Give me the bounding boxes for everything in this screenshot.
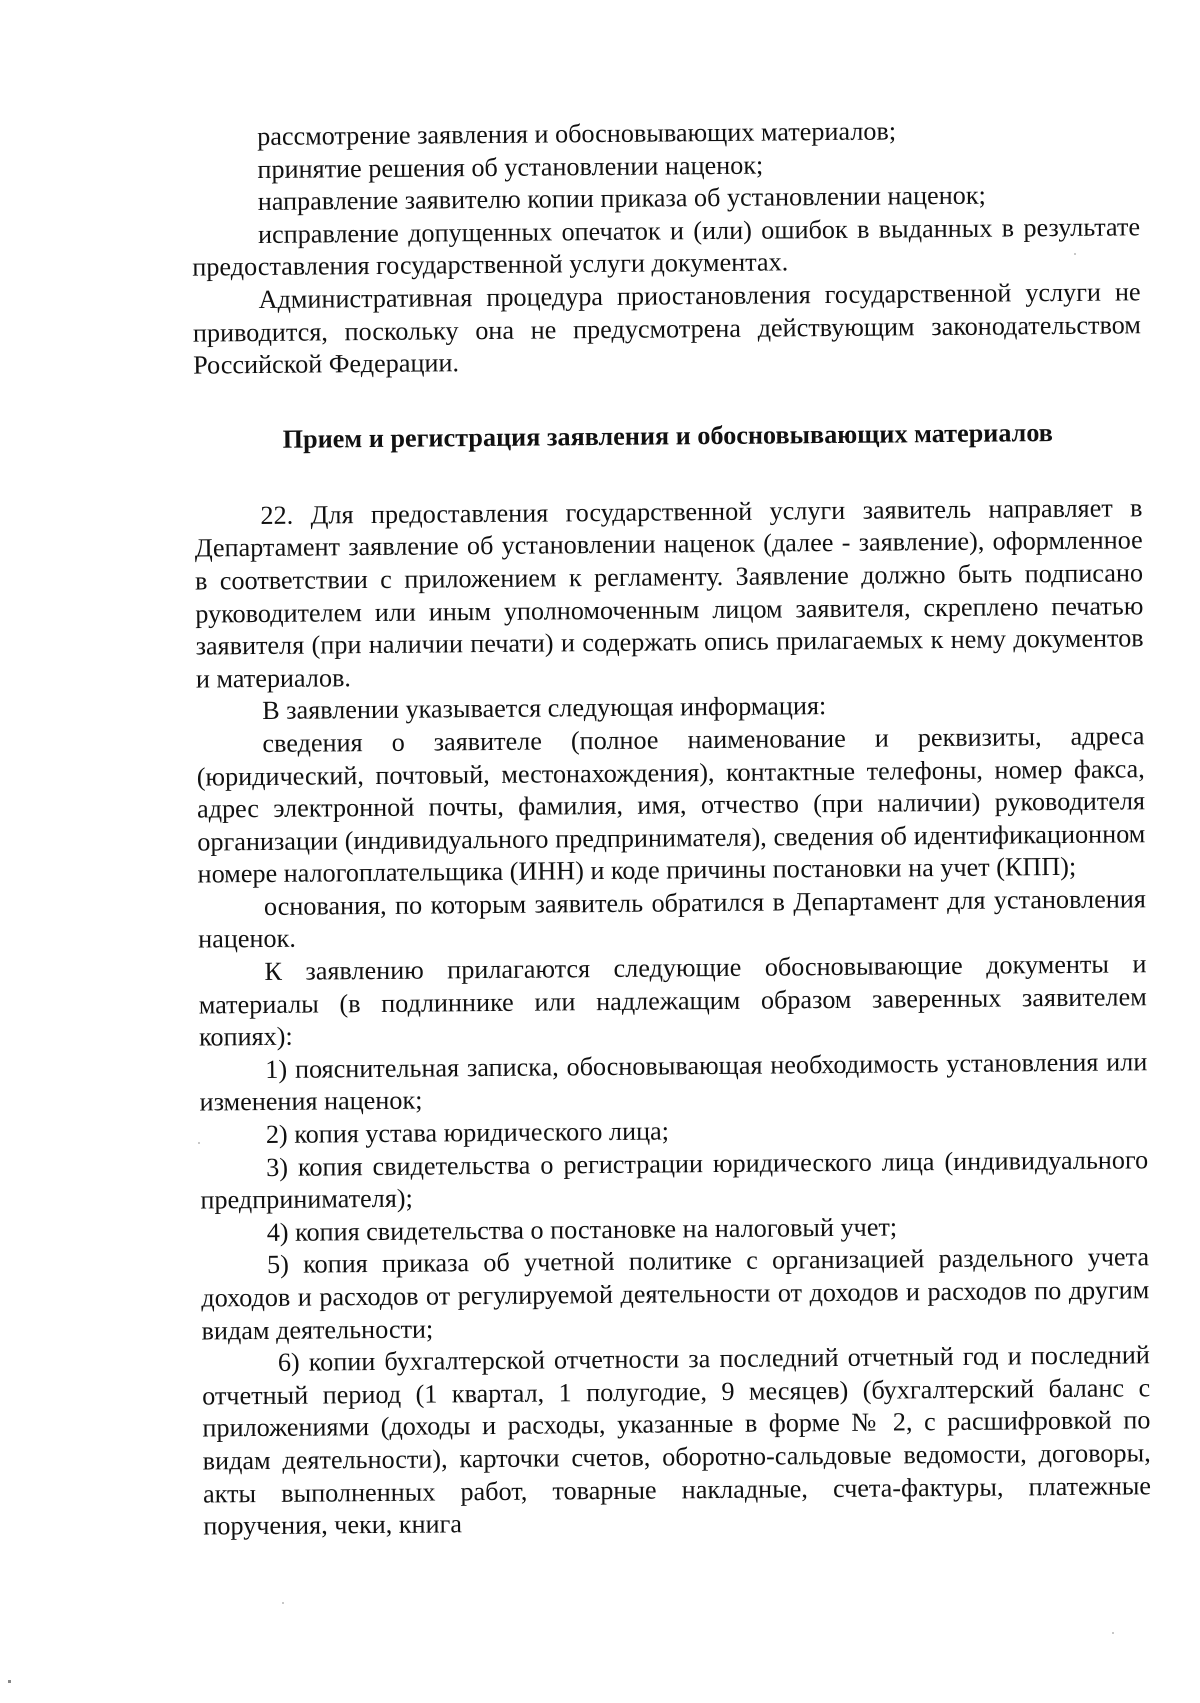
procedure-list xyxy=(191,113,1141,382)
paragraph: Административная процедура приостановления государственной услуги не приводится, поскольку она не предусмотрена действующим законодательством Российской Федерации. xyxy=(192,277,1141,380)
paragraph: К заявлению прилагаются следующие обосновывающие документы и материалы (в подлиннике или надлежащим образом заверенных заявителем копиях): xyxy=(198,949,1147,1052)
paragraph: направление заявителю копии приказа об установлении наценок; xyxy=(257,180,986,217)
scan-speck xyxy=(1074,253,1076,255)
list-item: 1) пояснительная записка, обосновывающая необходимость установления или изменения наценок; xyxy=(199,1047,1148,1117)
list-item: 6) копии бухгалтерской отчетности за последний отчетный год и последний отчетный период (1 квартал, 1 полугодие, 9 месяцев) (бухгалтерский баланс с приложениями (доходы и расходы, указанные в форме № 2, с расшифровкой по видам деятельности), карточки счетов, оборотно-сальдовые ведомости, договоры, акты выполненных работ, товарные накладные, счета-фактуры, платежные поручения, чеки, книга xyxy=(202,1340,1152,1541)
list-item: 2) копия устава юридического лица; xyxy=(265,1116,670,1149)
scan-speck xyxy=(8,1680,11,1683)
paragraph: принятие решения об установлении наценок; xyxy=(257,150,764,184)
section-heading: Прием и регистрация заявления и обосновывающих материалов xyxy=(282,417,1054,454)
list-item: 3) копия свидетельства о регистрации юридического лица (индивидуального предпринимателя); xyxy=(200,1144,1149,1215)
paragraph: рассмотрение заявления и обосновывающих материалов; xyxy=(257,116,897,151)
paragraph: В заявлении указывается следующая информация: xyxy=(262,691,827,726)
section-body xyxy=(194,492,1151,1543)
paragraph: 22. Для предоставления государственной услуги заявитель направляет в Департамент заявление об установлении наценок (далее - заявление), оформленное в соответствии с приложением к регламенту. Заявление должно быть подписано руководителем или иным уполномоченным лицом заявителя, скреплено печатью заявителя (при наличии печати) и содержать опись прилагаемых к нему документов и материалов. xyxy=(194,493,1144,694)
paragraph: исправление допущенных опечаток и (или) ошибок в выданных в результате предоставления государственной услуги документах. xyxy=(192,212,1141,282)
scan-speck xyxy=(198,1142,200,1144)
scan-speck xyxy=(1112,1632,1114,1634)
list-item: 4) копия свидетельства о постановке на налоговый учет; xyxy=(266,1212,898,1247)
scan-speck xyxy=(282,1602,284,1604)
paragraph: сведения о заявителе (полное наименование и реквизиты, адреса (юридический, почтовый, местонахождения), контактные телефоны, номер факса, адрес электронной почты, фамилия, имя, отчество (при наличии) руководителя организации (индивидуального предпринимателя), сведения об идентификационном номере налогоплательщика (ИНН) и коде причины постановки на учет (КПП); xyxy=(196,721,1146,889)
paragraph: основания, по которым заявитель обратился в Департамент для установления наценок. xyxy=(198,884,1146,955)
list-item: 5) копия приказа об учетной политике с организацией раздельного учета доходов и расходов от регулируемой деятельности от доходов и расходов по другим видам деятельности; xyxy=(201,1242,1150,1346)
